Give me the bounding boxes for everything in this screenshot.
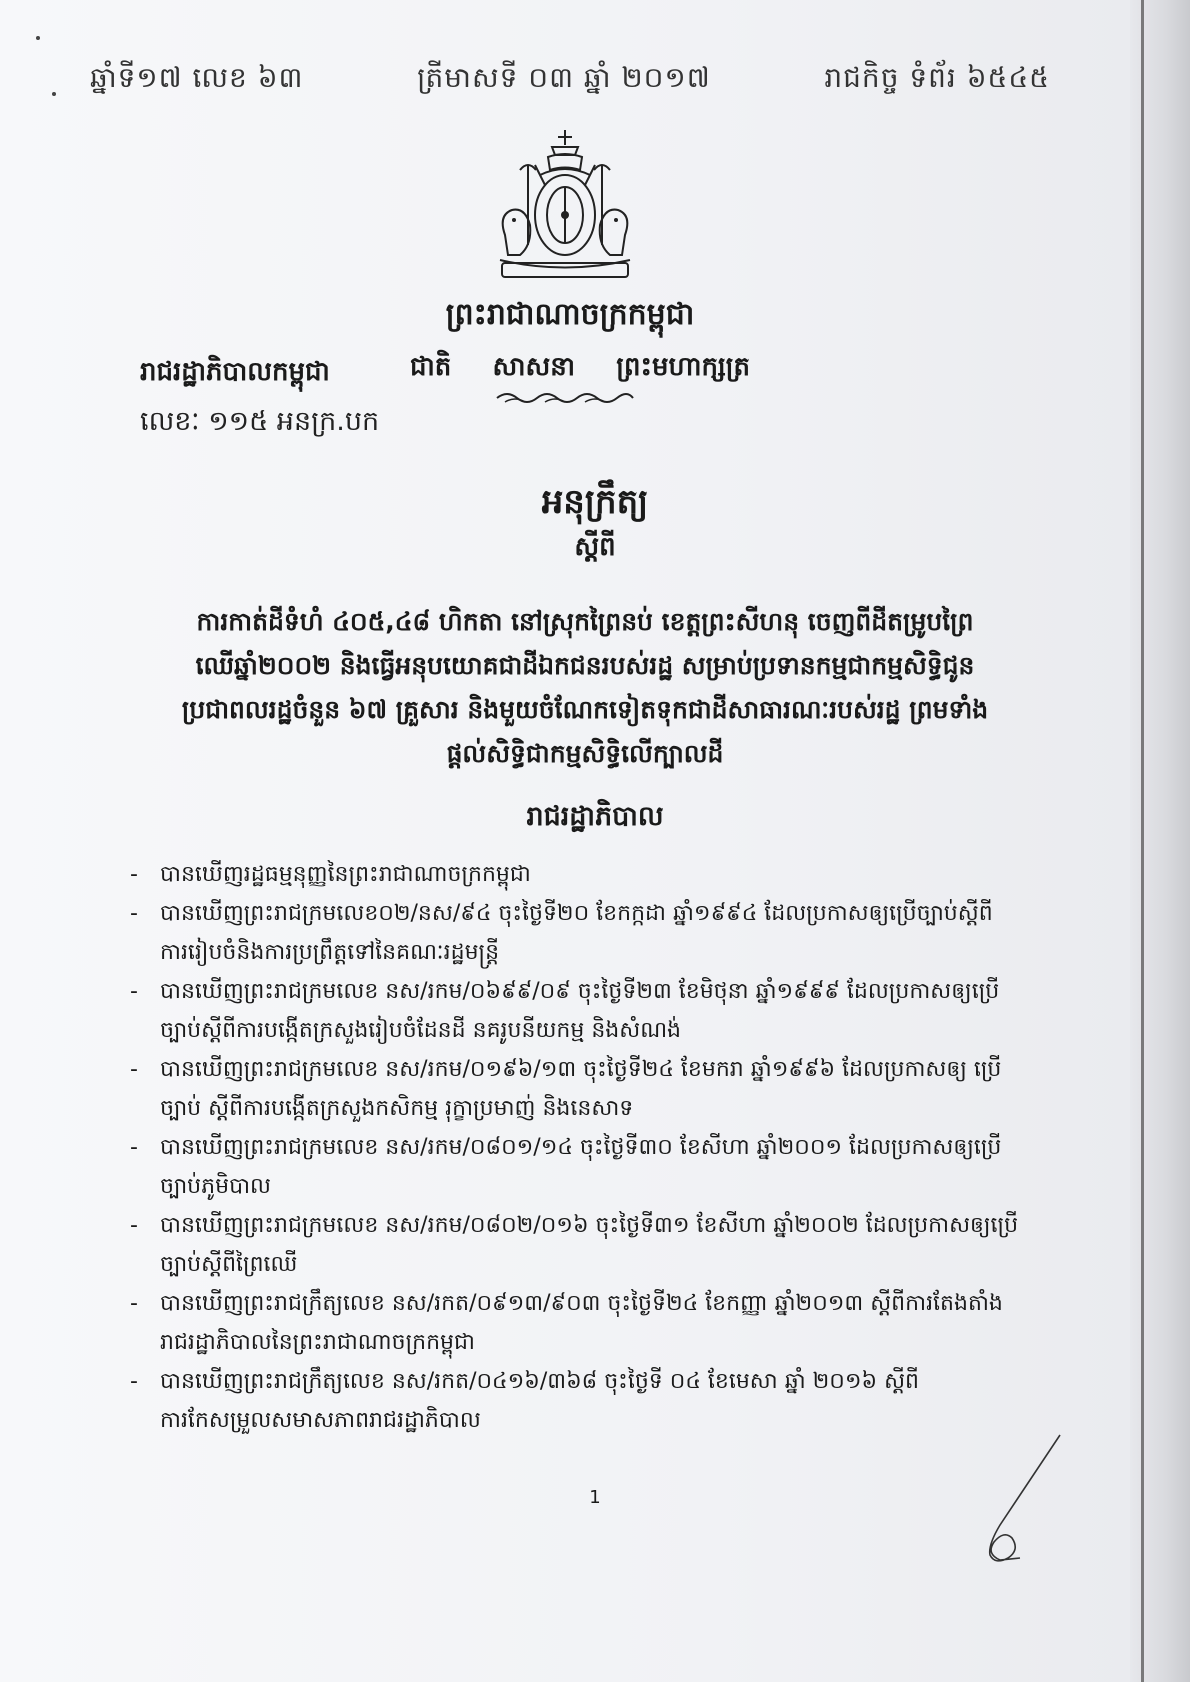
subject-line: ផ្តល់សិទ្ធិជាកម្មសិទ្ធិលើក្បាលដី <box>446 739 724 768</box>
signature-icon <box>960 1430 1070 1570</box>
preamble-clause: - បានឃើញព្រះរាជក្រមលេខ នស/រកម/០៨០២/០១៦ ចុះថ្ងៃទី៣១ ខែសីហា ឆ្នាំ២០០២ ដែលប្រកាសឲ្យប្រើច្បាប់ស្តីពីព្រៃឈើ <box>130 1206 1020 1284</box>
preamble-clause: - បានឃើញព្រះរាជក្រឹត្យលេខ នស/រកត/០៤១៦/៣៦៨ ចុះថ្ងៃទី ០៤ ខែមេសា ឆ្នាំ ២០១៦ ស្តីពីការកែសម្រួលសមាសភាពរាជរដ្ឋាភិបាល <box>130 1362 1020 1440</box>
preamble-clause: - បានឃើញព្រះរាជក្រមលេខ នស/រកម/០១៩៦/១៣ ចុះថ្ងៃទី២៤ ខែមករា ឆ្នាំ១៩៩៦ ដែលប្រកាសឲ្យ ប្រើច្បាប់ ស្តីពីការបង្កើតក្រសួងកសិកម្ម រុក្ខាប្រមាញ់ និងនេសាទ <box>130 1050 1020 1128</box>
scan-edge <box>1130 0 1190 1682</box>
page-number: 1 <box>589 1487 601 1508</box>
motto-nation: ជាតិ <box>410 352 452 382</box>
preamble-clause: - បានឃើញរដ្ឋធម្មនុញ្ញនៃព្រះរាជាណាចក្រកម្ពុជា <box>130 855 1020 894</box>
scan-binding-line <box>1141 0 1144 1682</box>
scan-speck <box>52 92 56 96</box>
motto-religion: សាសនា <box>492 352 576 382</box>
preamble-clause: - បានឃើញព្រះរាជក្រមលេខ នស/រកម/០៨០១/១៤ ចុះថ្ងៃទី៣០ ខែសីហា ឆ្នាំ២០០១ ដែលប្រកាសឲ្យប្រើច្បាប់ភូមិបាល <box>130 1128 1020 1206</box>
preamble-clause: - បានឃើញព្រះរាជក្រឹត្យលេខ នស/រកត/០៩១៣/៩០៣ ចុះថ្ងៃទី២៤ ខែកញ្ញា ឆ្នាំ២០១៣ ស្តីពីការតែងតាំងរាជរដ្ឋាភិបាលនៃព្រះរាជាណាចក្រកម្ពុជា <box>130 1284 1020 1362</box>
issuing-government: រាជរដ្ឋាភិបាលកម្ពុជា <box>140 357 330 387</box>
reference-number: លេខៈ ១១៥ អនក្រ.បក <box>140 406 380 437</box>
preamble-clause: - បានឃើញព្រះរាជក្រមលេខ០២/នស/៩៤ ចុះថ្ងៃទី២០ ខែកក្កដា ឆ្នាំ១៩៩៤ ដែលប្រកាសឲ្យប្រើច្បាប់ស្តីពីការរៀបចំនិងការប្រព្រឹត្តទៅនៃគណៈរដ្ឋមន្ត្រី <box>130 894 1020 972</box>
subject-line: ប្រជាពលរដ្ឋចំនួន ៦៧ គ្រួសារ និងមួយចំណែកទៀតទុកជាដីសាធារណៈរបស់រដ្ឋ ព្រមទាំង <box>181 695 989 724</box>
gazette-date: ត្រីមាសទី ០៣ ឆ្នាំ ២០១៧ <box>417 60 711 94</box>
national-motto <box>410 350 750 388</box>
gazette-issue: ឆ្នាំទី១៧ លេខ ៦៣ <box>90 60 304 94</box>
motto-king: ព្រះមហាក្សត្រ <box>616 352 750 382</box>
preamble-clauses <box>130 855 1020 1440</box>
document-type: អនុក្រឹត្យ <box>541 482 649 522</box>
gazette-header <box>90 60 1050 100</box>
document-about: ស្តីពី <box>574 532 616 562</box>
ornament-divider-icon <box>495 390 635 406</box>
subject-line: ឈើឆ្នាំ២០០២ និងធ្វើអនុបយោគជាដីឯកជនរបស់រដ្ឋ សម្រាប់ប្រទានកម្មជាកម្មសិទ្ធិជូន <box>195 651 975 680</box>
kingdom-title: ព្រះរាជាណាចក្រកម្ពុជា <box>445 297 695 332</box>
preamble-clause: - បានឃើញព្រះរាជក្រមលេខ នស/រកម/០៦៩៩/០៩ ចុះថ្ងៃទី២៣ ខែមិថុនា ឆ្នាំ១៩៩៩ ដែលប្រកាសឲ្យប្រើច្បាប់ស្តីពីការបង្កើតក្រសួងរៀបចំដែនដី នគរូបនីយកម្ម និងសំណង់ <box>130 972 1020 1050</box>
section-title: រាជរដ្ឋាភិបាល <box>526 801 664 832</box>
subject-line: ការកាត់ដីទំហំ ៤០៥,៤៨ ហិកតា នៅស្រុកព្រៃនប់ ខេត្តព្រះសីហនុ ចេញពីដីតម្រូបព្រៃ <box>196 607 974 636</box>
document-subject <box>140 600 1030 776</box>
scan-speck <box>36 36 40 40</box>
royal-emblem-icon <box>490 125 640 290</box>
gazette-page: រាជកិច្ច ទំព័រ ៦៥៤៥ <box>824 60 1050 94</box>
